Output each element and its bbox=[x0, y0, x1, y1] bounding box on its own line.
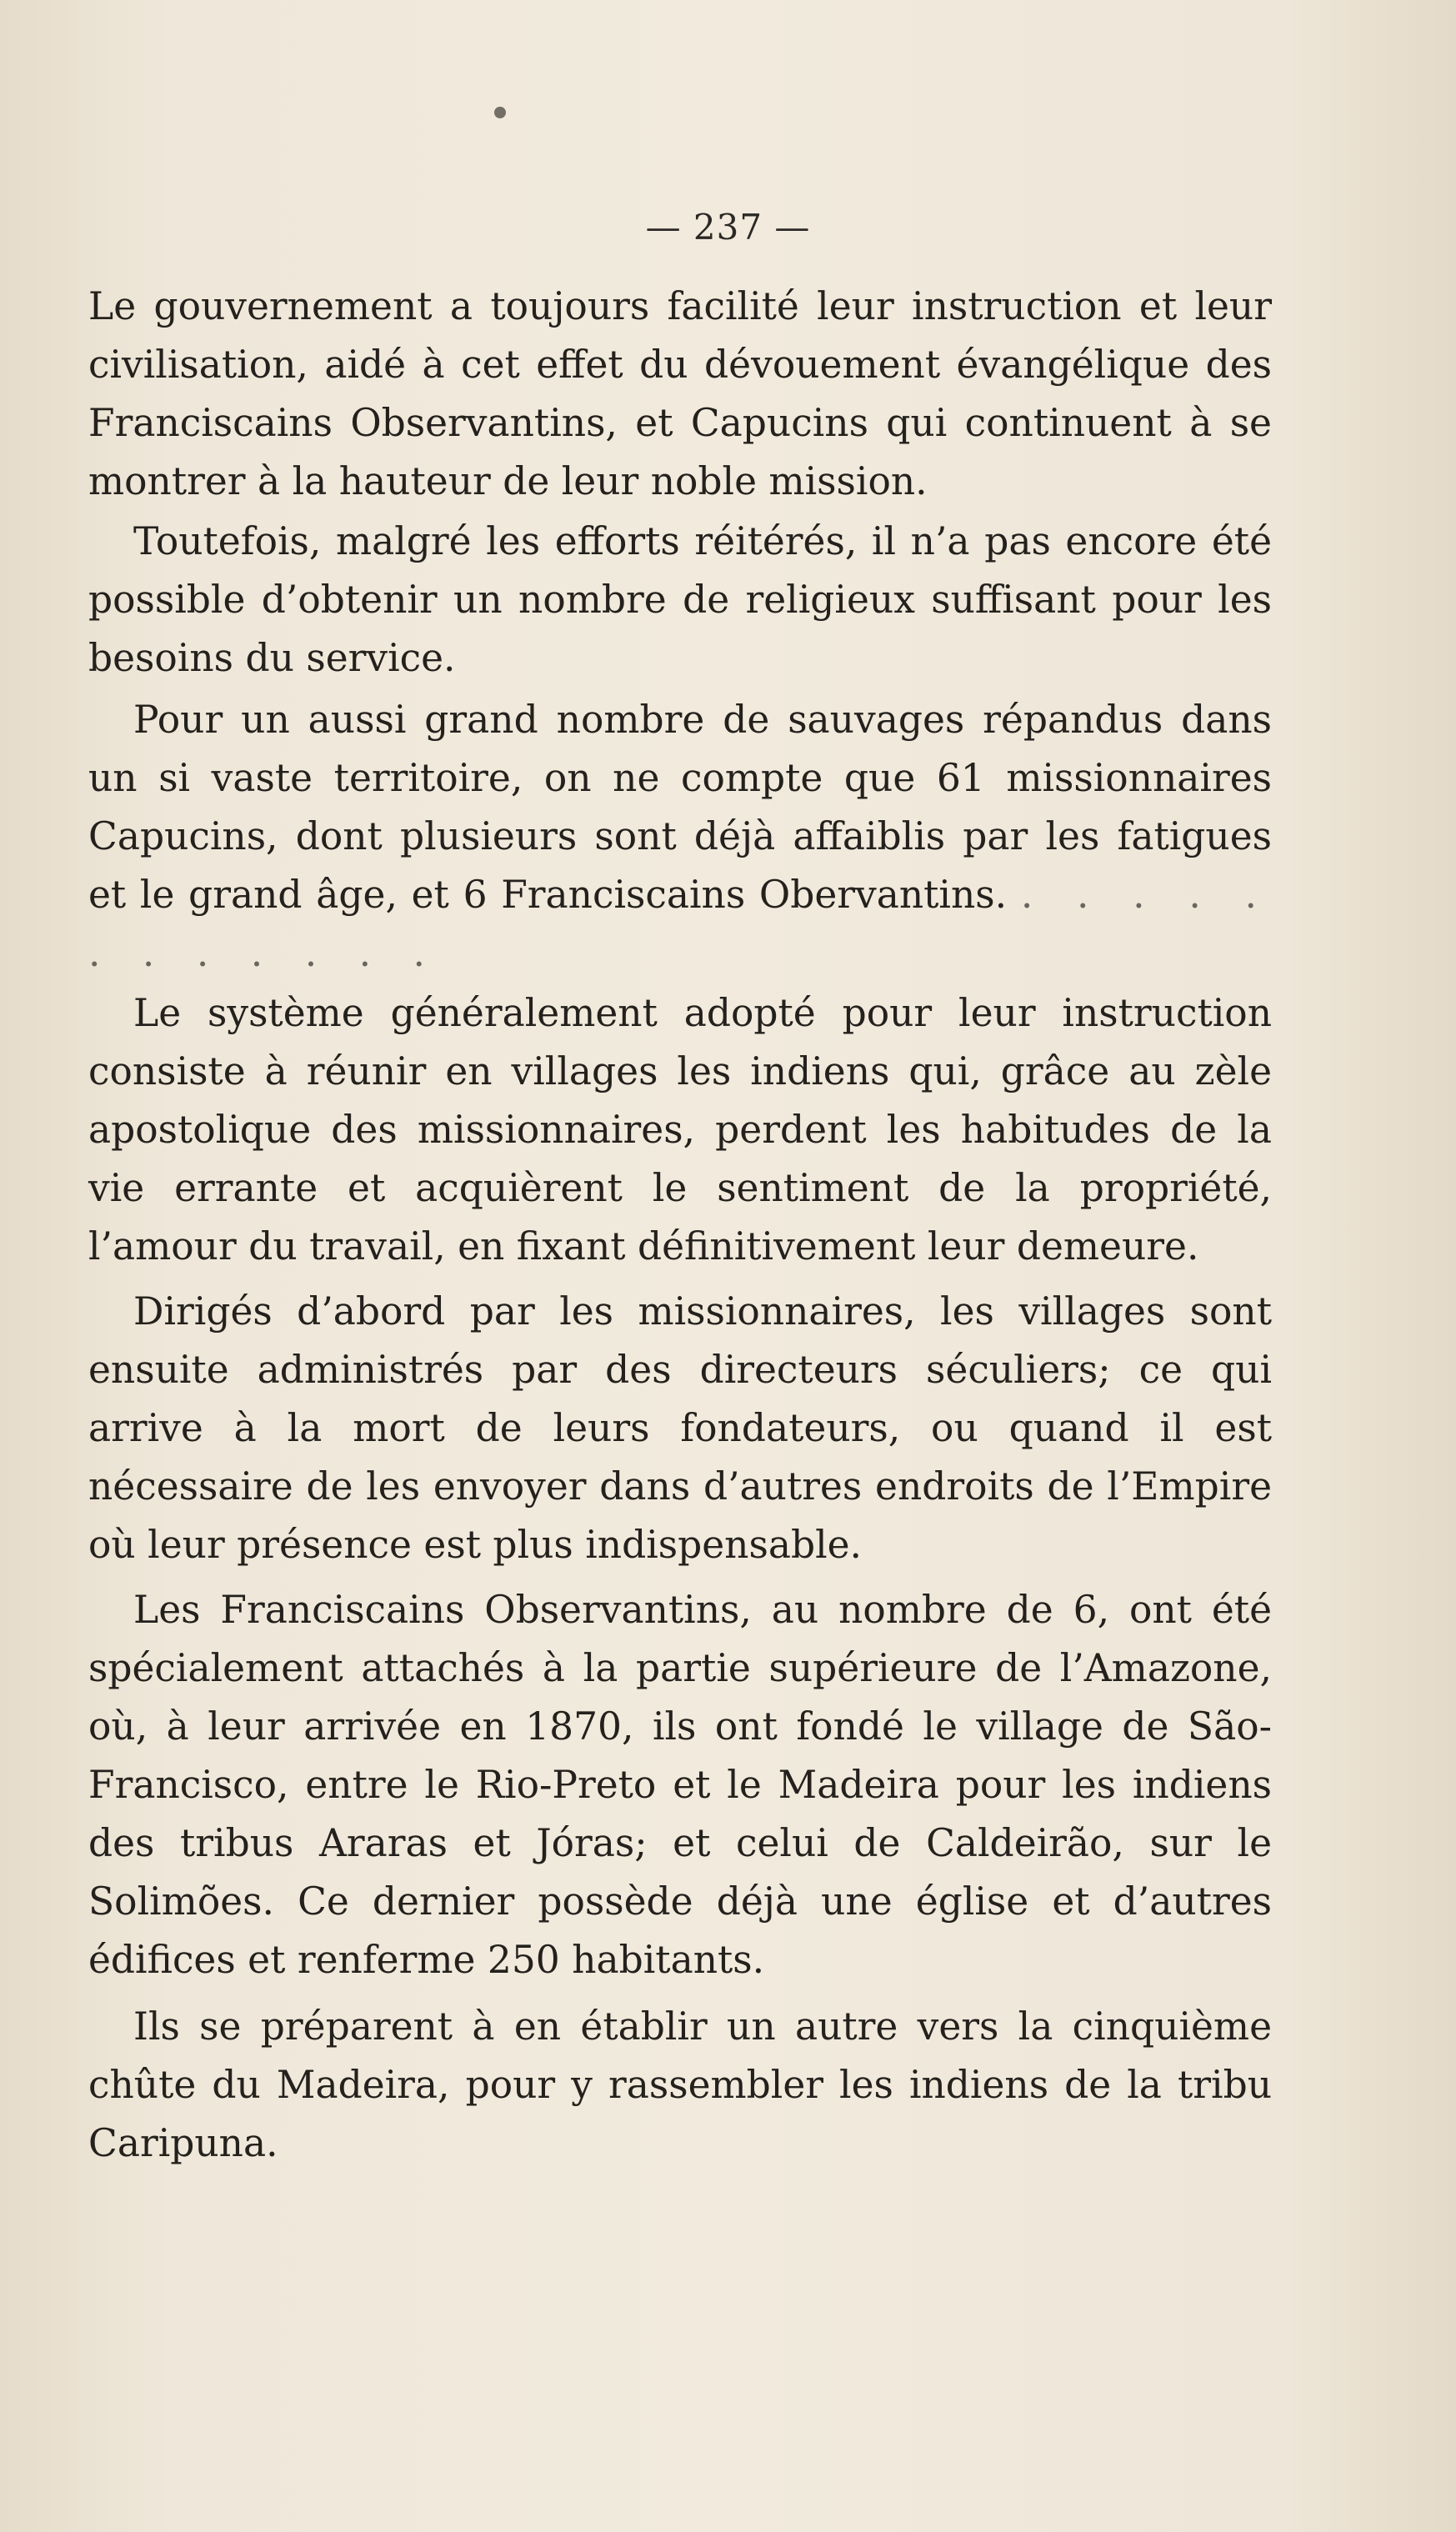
paragraph-6: Les Franciscains Observantins, au nombre de 6, ont été spécialement attachés à la partie supérieure de l’Amazone, où, à leur arrivée en 1870, ils ont fondé le village de São-Francisco, entre le Rio-Preto et le Madeira pour les indiens des tribus Araras et Jóras; et celui de Caldeirão, sur le Solimões. Ce dernier possède déjà une église et d’autres édifices et renferme 250 habitants. bbox=[88, 1588, 1272, 1982]
paragraph-3 bbox=[88, 691, 1272, 983]
paragraph-1: Le gouvernement a toujours facilité leur instruction et leur civilisation, aidé à cet effet du dévouement évangélique des Franciscains Observantins, et Capucins qui continuent à se montrer à la hauteur de leur noble mission. bbox=[88, 284, 1272, 503]
page-number: — 237 — bbox=[645, 207, 811, 248]
paragraph-2: Toutefois, malgré les efforts réitérés, il n’a pas encore été possible d’obtenir un nombre de religieux suffisant pour les besoins du service. bbox=[88, 519, 1272, 680]
body-text bbox=[88, 278, 1272, 2173]
ink-dot bbox=[494, 107, 506, 118]
paragraph-3-text: Pour un aussi grand nombre de sauvages répandus dans un si vaste territoire, on ne compte que 61 missionnaires Capucins, dont plusieurs sont déjà affaiblis par les fatigues et le grand âge, et 6 Franciscains Obervantins. bbox=[88, 698, 1272, 917]
dot-leader: . . . . . . . . . . . . bbox=[88, 873, 1272, 975]
paragraph-4: Le système généralement adopté pour leur instruction consiste à réunir en villages les indiens qui, grâce au zèle apostolique des missionnaires, perdent les habitudes de la vie errante et acquièrent le sentiment de la propriété, l’amour du travail, en fixant définitivement leur demeure. bbox=[88, 991, 1272, 1269]
paragraph-5: Dirigés d’abord par les missionnaires, les villages sont ensuite administrés par des directeurs séculiers; ce qui arrive à la mort de leurs fondateurs, ou quand il est nécessaire de les envoyer dans d’autres endroits de l’Empire où leur présence est plus indispensable. bbox=[88, 1289, 1272, 1567]
paragraph-7: Ils se préparent à en établir un autre vers la cinquième chûte du Madeira, pour y rassembler les indiens de la tribu Caripuna. bbox=[88, 2004, 1272, 2165]
